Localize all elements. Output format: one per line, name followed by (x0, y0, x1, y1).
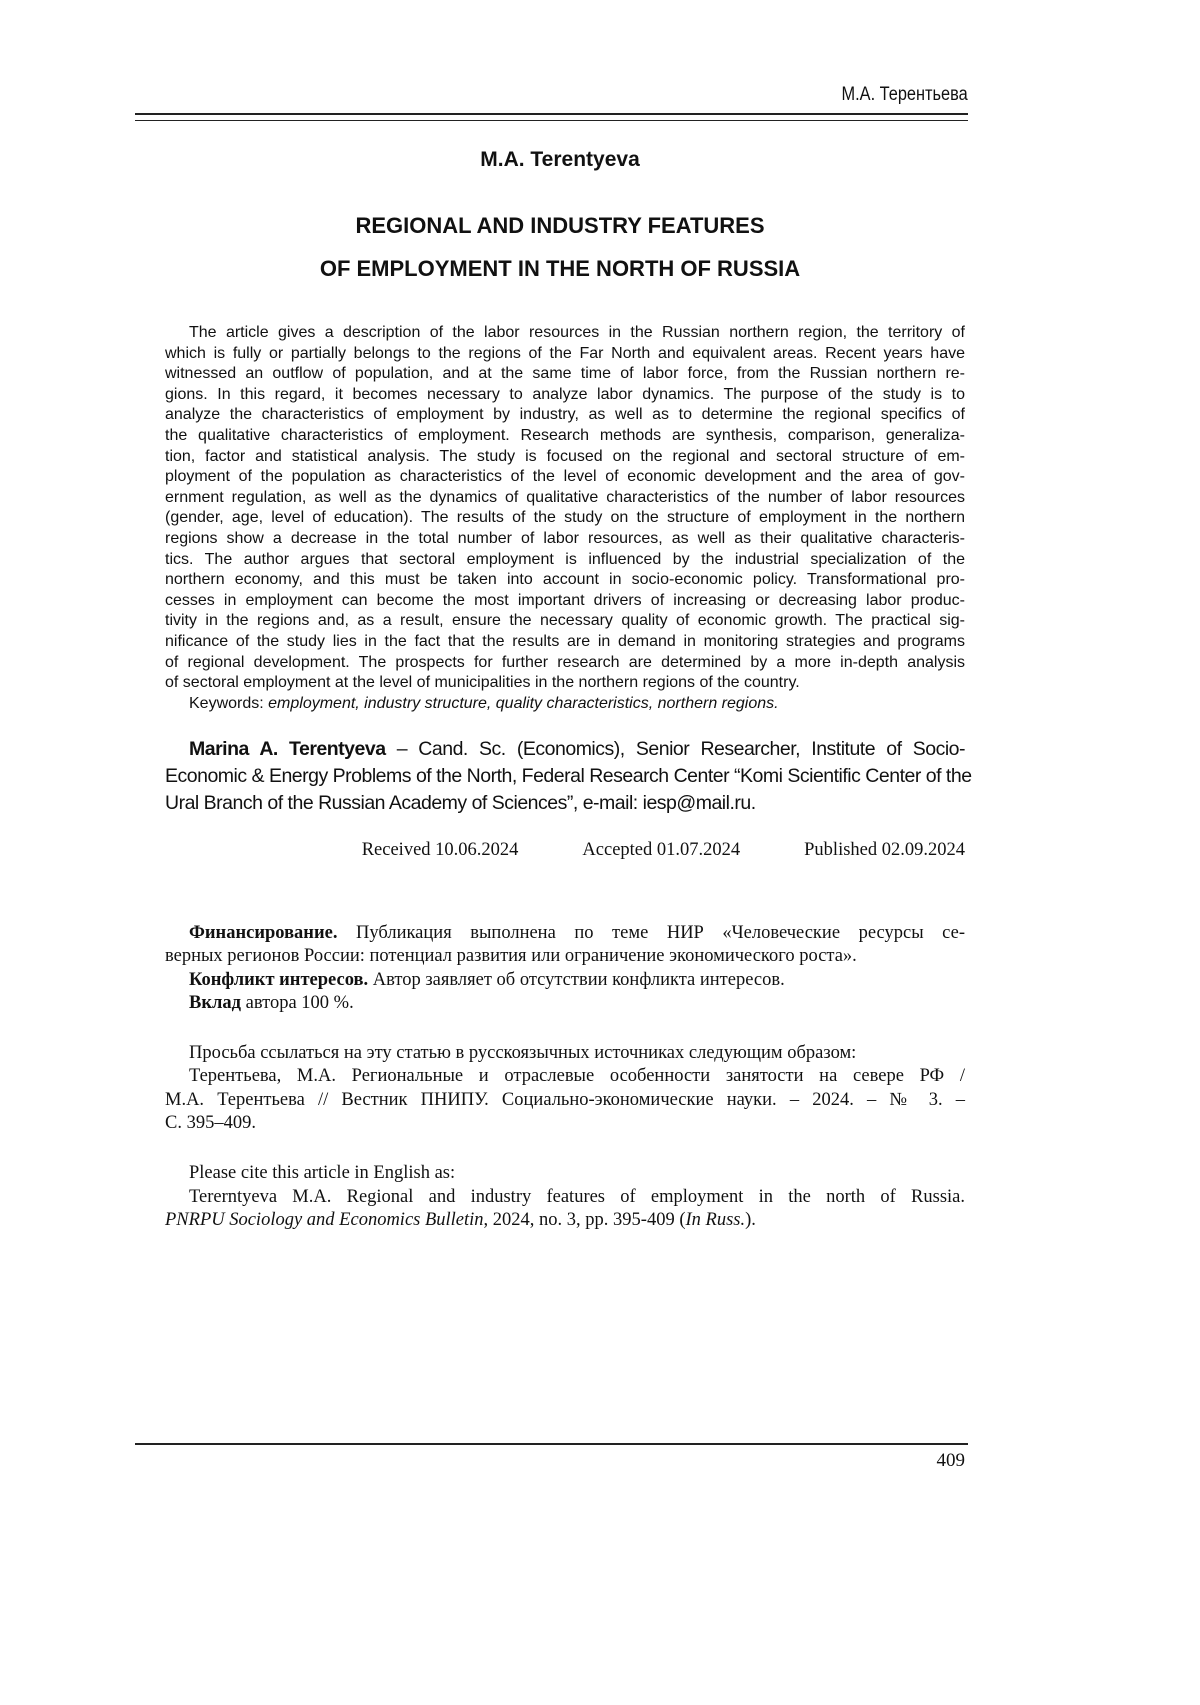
received-date: Received 10.06.2024 (361, 840, 519, 860)
abstract-line: the qualitative characteristics of employment. Research methods are synthesis, comparison, generaliza- (165, 426, 965, 444)
abstract-line: northern economy, and this must be taken into account in socio-economic policy. Transformational pro- (165, 571, 965, 589)
conflict-of-interest (165, 969, 965, 992)
funding-line-1 (165, 922, 965, 945)
conflict-text: Автор заявляет об отсутствии конфликта интересов. (368, 969, 785, 990)
header-rule (135, 113, 968, 121)
cite-en-line: Tererntyeva M.A. Regional and industry features of employment in the north of Russia. (189, 1186, 965, 1207)
article-author: M.A. Terentyeva (480, 148, 640, 171)
article-title-line-2: OF EMPLOYMENT IN THE NORTH OF RUSSIA (319, 256, 801, 281)
article-dates (362, 840, 965, 861)
running-head: М.А. Терентьева (841, 84, 968, 105)
footer-rule (135, 1443, 968, 1445)
abstract-line: ployment of the population as characteristics of the level of economic development and the area of gov- (165, 468, 965, 486)
abstract-line: analyze the characteristics of employment by industry, as well as to determine the regional specifics of (165, 406, 965, 424)
page-number: 409 (936, 1450, 965, 1471)
published-date: Published 02.09.2024 (804, 840, 965, 860)
abstract-line: of sectoral employment at the level of municipalities in the northern regions of the country. (165, 674, 800, 692)
bio-line-2: Economic & Energy Problems of the North, Federal Research Center “Komi Scientific Center of the (165, 765, 972, 787)
cite-ru-line: С. 395–409. (165, 1113, 256, 1134)
funding-line-2: верных регионов России: потенциал развития или ограничение экономического роста». (165, 946, 857, 967)
abstract-line: cesses in employment can become the most important drivers of increasing or decreasing labor produc- (165, 591, 965, 609)
abstract-line: witnessed an outflow of population, and at the same time of labor force, from the Russian northern re- (165, 365, 965, 383)
contribution-label: Вклад (189, 992, 241, 1013)
accepted-date: Accepted 01.07.2024 (582, 840, 741, 860)
abstract-line: of regional development. The prospects for further research are determined by a more in-depth analysis (165, 653, 965, 671)
contribution (165, 992, 965, 1015)
cite-en-language: In Russ. (685, 1209, 746, 1230)
funding-text: Публикация выполнена по теме НИР «Человеческие ресурсы се- (337, 923, 965, 943)
cite-ru-line: Терентьева, М.А. Региональные и отраслевые особенности занятости на севере РФ / (189, 1066, 965, 1087)
keywords (165, 694, 965, 715)
bio-affiliation: – Cand. Sc. (Economics), Senior Researcher, Institute of Socio- (385, 738, 965, 760)
keywords-text: employment, industry structure, quality characteristics, northern regions. (268, 694, 779, 712)
abstract-line: gions. In this regard, it becomes necessary to analyze labor dynamics. The purpose of the study is to (165, 385, 965, 403)
abstract-line: ernment regulation, as well as the dynamics of qualitative characteristics of the number of labor resources (165, 488, 965, 506)
abstract (165, 323, 965, 714)
cite-en-intro: Please cite this article in English as: (189, 1163, 456, 1184)
abstract-line: tion, factor and statistical analysis. The study is focused on the regional and sectoral structure of em- (165, 447, 965, 465)
bio-line-3: Ural Branch of the Russian Academy of Sciences”, e-mail: iesp@mail.ru. (165, 792, 756, 814)
keywords-label: Keywords: (189, 694, 269, 712)
abstract-line: tivity in the regions and, as a result, ensure the necessary quality of economic growth. The practical sig- (165, 612, 965, 630)
journal-name: PNRPU Sociology and Economics Bulletin (165, 1209, 484, 1230)
cite-en-details: , 2024, no. 3, pp. 395-409 ( (483, 1209, 686, 1230)
article-title-line-1: REGIONAL AND INDUSTRY FEATURES (355, 213, 765, 238)
article-notes (165, 922, 965, 1232)
conflict-label: Конфликт интересов. (189, 969, 369, 990)
contribution-text: автора 100 %. (241, 992, 354, 1013)
abstract-line: nificance of the study lies in the fact that the results are in demand in monitoring strategies and programs (165, 632, 965, 650)
funding-label: Финансирование. (189, 923, 338, 943)
abstract-line: regions show a decrease in the total number of labor resources, as well as their qualitative characteris- (165, 529, 965, 547)
cite-ru-line: М.А. Терентьева // Вестник ПНИПУ. Социально-экономические науки. – 2024. – № 3. – (165, 1089, 965, 1110)
abstract-line: which is fully or partially belongs to the regions of the Far North and equivalent areas. Recent years have (165, 344, 965, 362)
abstract-line: The article gives a description of the labor resources in the Russian northern region, the territory of (189, 324, 965, 341)
cite-ru-intro: Просьба ссылаться на эту статью в русскоязычных источниках следующим образом: (189, 1043, 857, 1064)
cite-en-line (165, 1209, 965, 1232)
bio-name: Marina A. Terentyeva (189, 738, 386, 760)
author-bio (165, 736, 972, 817)
cite-en-end: ). (745, 1209, 756, 1230)
abstract-line: tics. The author argues that sectoral employment is influenced by the industrial specialization of the (165, 550, 965, 568)
abstract-line: (gender, age, level of education). The results of the study on the structure of employment in the northern (165, 509, 965, 527)
bio-line-1 (165, 736, 965, 763)
